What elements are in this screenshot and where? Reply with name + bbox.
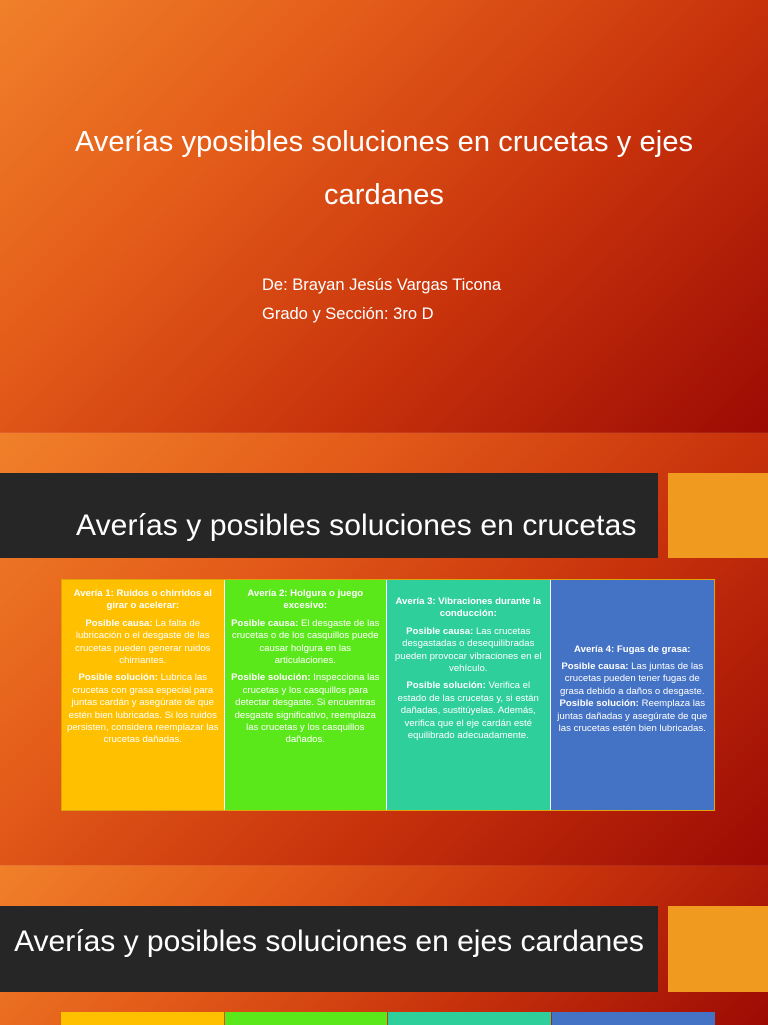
fault-cell-2: [225, 580, 388, 810]
cause-label: Posible causa:: [85, 617, 153, 629]
solution-label: Posible solución:: [559, 698, 639, 710]
solution-text: Lubrica las crucetas con grasa especial para juntas cardán y asegúrate de que estén bien lubricadas. Si los ruidos persisten, considera reemplazar las crucetas dañadas.: [67, 672, 219, 746]
fault-heading: Avería 1: Ruidos o chirridos al girar o acelerar:: [73, 588, 212, 612]
fault-cell-3: [387, 580, 551, 810]
slide-title-band: [0, 473, 658, 558]
table-cell-strip-3: [388, 1012, 551, 1025]
cause-text: Las juntas de las crucetas pueden tener fugas de grasa debido a daños o desgaste.: [559, 660, 705, 697]
table-cell-strip-2: [225, 1012, 387, 1025]
solution-text: Reemplaza las juntas dañadas y asegúrate de que las crucetas estén bien lubricadas.: [557, 698, 708, 735]
solution-label: Posible solución:: [231, 672, 311, 684]
fault-heading: Avería 4: Fugas de grasa:: [574, 643, 691, 655]
crucetas-slide: [0, 432, 768, 866]
accent-block: [668, 473, 768, 558]
cause-label: Posible causa:: [231, 617, 299, 629]
solution-text: Inspecciona las crucetas y los casquillos para detectar desgaste. Si encuentras desgaste significativo, reemplaza las crucetas y los casquillos dañados.: [234, 672, 380, 746]
faults-table: [61, 579, 715, 811]
fault-cell-1: [62, 580, 225, 810]
cause-text: El desgaste de las crucetas o de los casquillos puede causar holgura en las articulaciones.: [231, 617, 380, 667]
cause-text: La falta de lubricación o el desgaste de las crucetas pueden generar ruidos chirriantes.: [75, 617, 211, 667]
cause-label: Posible causa:: [406, 625, 474, 637]
fault-heading: Avería 2: Holgura o juego excesivo:: [247, 588, 364, 612]
grade-section-line: Grado y Sección: 3ro D: [262, 305, 434, 323]
solution-label: Posible solución:: [78, 672, 158, 684]
ejes-cardanes-slide: [0, 865, 768, 1025]
solution-label: Posible solución:: [406, 680, 486, 692]
fault-cell-4: [551, 580, 715, 810]
presentation-title: Averías yposibles soluciones en crucetas y ejes cardanes: [74, 126, 694, 211]
title-slide: [0, 0, 768, 432]
fault-heading: Avería 3: Vibraciones durante la conducción:: [395, 596, 542, 620]
table-cell-strip-4: [552, 1012, 715, 1025]
table-cell-strip-1: [61, 1012, 224, 1025]
accent-block: [668, 906, 768, 992]
solution-text: Verifica el estado de las crucetas y, si están dañadas, sustitúyelas. Además, verifica que el eje cardán esté equilibrado adecuadamente.: [397, 680, 539, 742]
cause-text: Las crucetas desgastadas o desequilibradas pueden provocar vibraciones en el vehículo.: [394, 625, 542, 675]
author-line: De: Brayan Jesús Vargas Ticona: [262, 276, 502, 294]
slide-title-band: [0, 906, 658, 992]
slide-title: Averías y posibles soluciones en ejes cardanes: [14, 925, 644, 958]
slide-title: Averías y posibles soluciones en crucetas: [76, 509, 637, 542]
cause-label: Posible causa:: [561, 660, 629, 672]
